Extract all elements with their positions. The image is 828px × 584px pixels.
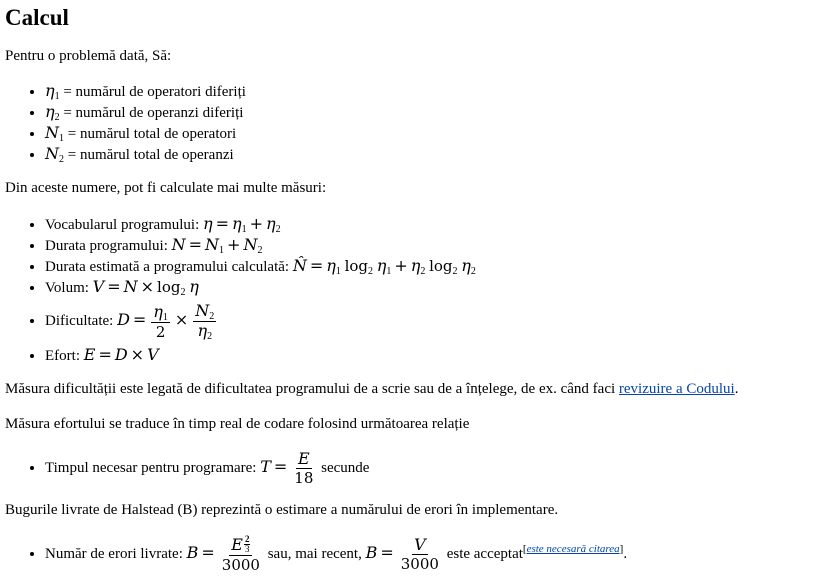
fraction: $\frac{\eta_1}{2}$ (153, 301, 168, 341)
fraction: $\frac{N_2}{\eta_2}$ (195, 301, 215, 343)
code-review-link[interactable]: revizuire a Codului (618, 381, 735, 398)
time-item: • Timpul necesar pentru programare: T = $\frac{E}{18}$ secunde (45, 450, 823, 487)
citation-needed-link[interactable]: este necesară citarea (526, 543, 620, 556)
symbol-item: • $\eta_2$ = numărul de operanzi diferiți (45, 102, 823, 123)
bugs-paragraph: Bugurile livrate de Halstead (B) reprezintă o estimare a numărului de erori în implementare. (5, 501, 559, 518)
measures-list (5, 214, 823, 366)
difficulty-paragraph: Măsura dificultății este legată de dificultatea programului de a scrie sau de a înțelege, de ex. când faci revizuire a Codului. (5, 381, 739, 398)
measure-difficulty: • Dificultate: D = $\frac{\eta_1}{2}$ × $\frac{N_2}{\eta_2}$ (45, 302, 823, 341)
symbol-item: • $\eta_1$ = numărul de operatori diferiți (45, 81, 823, 102)
symbol-list (5, 81, 823, 165)
measure-effort: • Efort: E = D × V (45, 345, 823, 366)
symbol-item: • $N_1$ = numărul total de operatori (45, 123, 823, 144)
section-heading: Calcul (5, 5, 69, 30)
effort-paragraph: Măsura efortului se traduce în timp real de codare folosind următoarea relație (5, 415, 470, 432)
citation-needed: [este necesară citarea] (522, 543, 624, 556)
intro-paragraph: Pentru o problemă dată, Să: (5, 47, 172, 64)
measure-vocabulary: • Vocabularul programului: $\eta = \eta_1 + \eta_2$ (45, 214, 823, 235)
measure-length: • Durata programului: $N = N_1 + N_2$ (45, 235, 823, 256)
time-list (5, 450, 823, 487)
symbol-item: • $N_2$ = numărul total de operanzi (45, 144, 823, 165)
fraction: $\frac{E}{18}$ (294, 448, 314, 487)
measure-estimated-length: • Durata estimată a programului calculată: N̂ = $\eta_1$ $\log_2 \eta_1 + \eta_2$ $\log_2 \eta_2$ (45, 256, 823, 277)
measure-volume: • Volum: $V = N \times \log_2 \eta$ (45, 277, 823, 298)
bugs-item: • Număr de erori livrate: B = E $\frac{2}{3}$ 3000 sau, mai recent, B = $\frac{V}{3000}$ este acceptat[este necesară citarea]. (45, 535, 823, 574)
measures-intro: Din aceste numere, pot fi calculate mai multe măsuri: (5, 180, 327, 197)
fraction: E $\frac{2}{3}$ 3000 (221, 534, 260, 575)
fraction: $\frac{V}{3000}$ (400, 535, 439, 574)
bugs-list (5, 535, 823, 574)
